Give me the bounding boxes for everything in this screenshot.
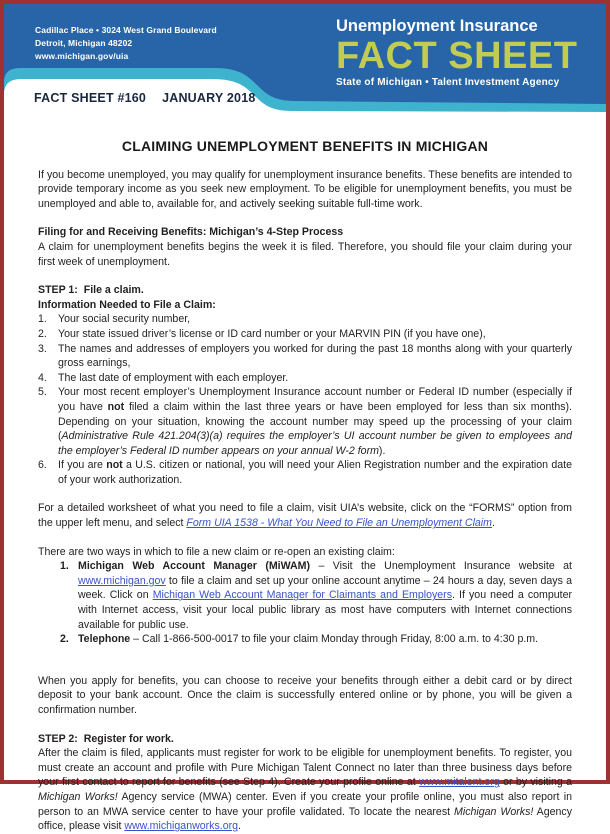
text-run: For a detailed worksheet of what you need to file a claim, visit UIA’s website, click on the “FORMS” option from the upper left menu, and select [38,502,572,530]
paragraph [38,240,572,269]
list-item [38,371,572,386]
address-line-2: Detroit, Michigan 48202 [35,38,133,48]
list-item [38,342,572,371]
text-run: STEP 1: File a claim. [38,284,144,297]
text-run: not [106,459,123,472]
text-run: Your state issued driver’s license or ID card number or your MARVIN PIN (if you have one), [58,327,486,340]
sheet-date: JANUARY 2018 [162,91,256,105]
paragraph [38,545,572,560]
text-run: filed a claim within the last three years or have been employed for less than six months). Depending on your situation, knowing the account number may speed up the processing of your claim ( [58,400,572,443]
text-run: a U.S. citizen or national, you will need your Alien Registration number and the expiration date of your work authorization. [58,459,572,486]
text-run: Michigan Web Account Manager (MiWAM) [78,560,311,573]
text-run: – Call 1-866-500-0017 to file your claim Monday through Friday, 8:00 a.m. to 4:30 p.m. [130,633,539,646]
text-run: If you are [58,459,107,472]
document-body [4,139,606,834]
sheet-number: FACT SHEET #160 [34,91,147,105]
inline-link[interactable]: www.michigan.gov [78,574,166,587]
text-run: Information Needed to File a Claim: [38,298,216,311]
text-run: Agency office, please visit [38,805,573,833]
text-run: ). [378,444,386,457]
agency-address [35,24,217,63]
fact-sheet-wordmark: FACT SHEET [336,35,578,77]
agency-line: State of Michigan • Talent Investment Agency [336,77,560,88]
document-title: CLAIMING UNEMPLOYMENT BENEFITS IN MICHIGAN [121,138,489,154]
section-heading [38,225,572,240]
section-heading [38,732,572,747]
text-run: Your most recent employer’s Unemployment Insurance account number or Federal ID number (especially if you have [58,386,572,413]
text-run: There are two ways in which to file a new claim or re-open an existing claim: [38,545,395,558]
paragraph [38,168,572,212]
list-item [38,327,572,342]
text-run: A claim for unemployment benefits begins the week it is filed. Therefore, you should file your claim during your first week of unemployment. [38,240,572,268]
list-item [60,632,572,647]
sheet-info [34,91,256,105]
text-run: Filing for and Receiving Benefits: Michigan’s 4-Step Process [38,226,344,239]
text-run: After the claim is filed, applicants must register for work to be eligible for unemployment benefits. To register, you must create an account and profile with Pure Michigan Talent Connect no later than three business days before your first contact to report for benefits (see Step 4). Create your profile online at [38,747,572,789]
inline-link[interactable]: Form UIA 1538 - What You Need to File an Unemployment Claim [186,517,492,530]
text-run: . [238,820,241,833]
paragraph [38,501,572,530]
text-run: or by visiting a [499,776,572,789]
text-run: The names and addresses of employers you worked for during the past 18 months along with your quarterly gross earnings, [58,342,572,370]
text-run: Michigan Works! [454,805,534,818]
list-item [38,312,572,327]
inline-link[interactable]: Michigan Web Account Manager for Claimants and Employers [152,589,452,602]
text-run: Your social security number, [58,313,191,326]
list-item [60,559,572,632]
paragraph [38,674,572,718]
text-run: When you apply for benefits, you can choose to receive your benefits through either a debit card or by direct deposit to your bank account. Once the claim is successfully entered online or by phone, you will be given a confirmation number. [38,674,572,716]
text-run: – Visit the Unemployment Insurance website at [310,560,572,573]
text-run: Michigan Works! [38,790,118,803]
text-run: . If you need a computer with Internet access, visit your local public library as most have computers with Internet connections available for public use. [78,589,572,631]
text-run: . [492,517,495,530]
text-run: not [107,400,125,413]
section-heading [38,283,572,298]
inline-link[interactable]: www.michiganworks.org [124,820,238,833]
numbered-list [38,312,572,487]
document-blocks [38,168,572,834]
text-run: Telephone [78,633,131,646]
section-heading [38,298,572,313]
header-brand [336,16,577,90]
list-item [38,458,572,487]
paragraph [38,746,572,834]
text-run: If you become unemployed, you may qualify for unemployment insurance benefits. These benefits are intended to provide temporary income as you seek new employment. To be eligible for unemployment benefits, you must be unemployed and able to, available for, and actively seeking suitable full-time work. [38,168,572,210]
program-name: Unemployment Insurance [336,17,538,35]
numbered-list [60,559,572,647]
list-item [38,385,572,458]
text-run: to file a claim and set up your online account anytime – 24 hours a day, seven days a week. Click on [78,574,572,602]
text-run: The last date of employment with each employer. [58,371,289,384]
address-line-3: www.michigan.gov/uia [35,51,129,61]
address-line-1: Cadillac Place • 3024 West Grand Boulevard [35,25,217,35]
masthead [4,4,606,130]
inline-link[interactable]: www.mitalent.org [419,776,500,789]
text-run: STEP 2: Register for work. [38,732,174,745]
text-run: Administrative Rule 421.204(3)(a) requires the employer’s UI account number be given to employees and the employer’s Federal ID number appears on your annual W-2 form [58,430,572,457]
text-run: Agency service (MWA) center. Even if you create your profile online, you must also report in person to an MWA service center to have your profile validated. To locate the nearest [38,790,572,818]
